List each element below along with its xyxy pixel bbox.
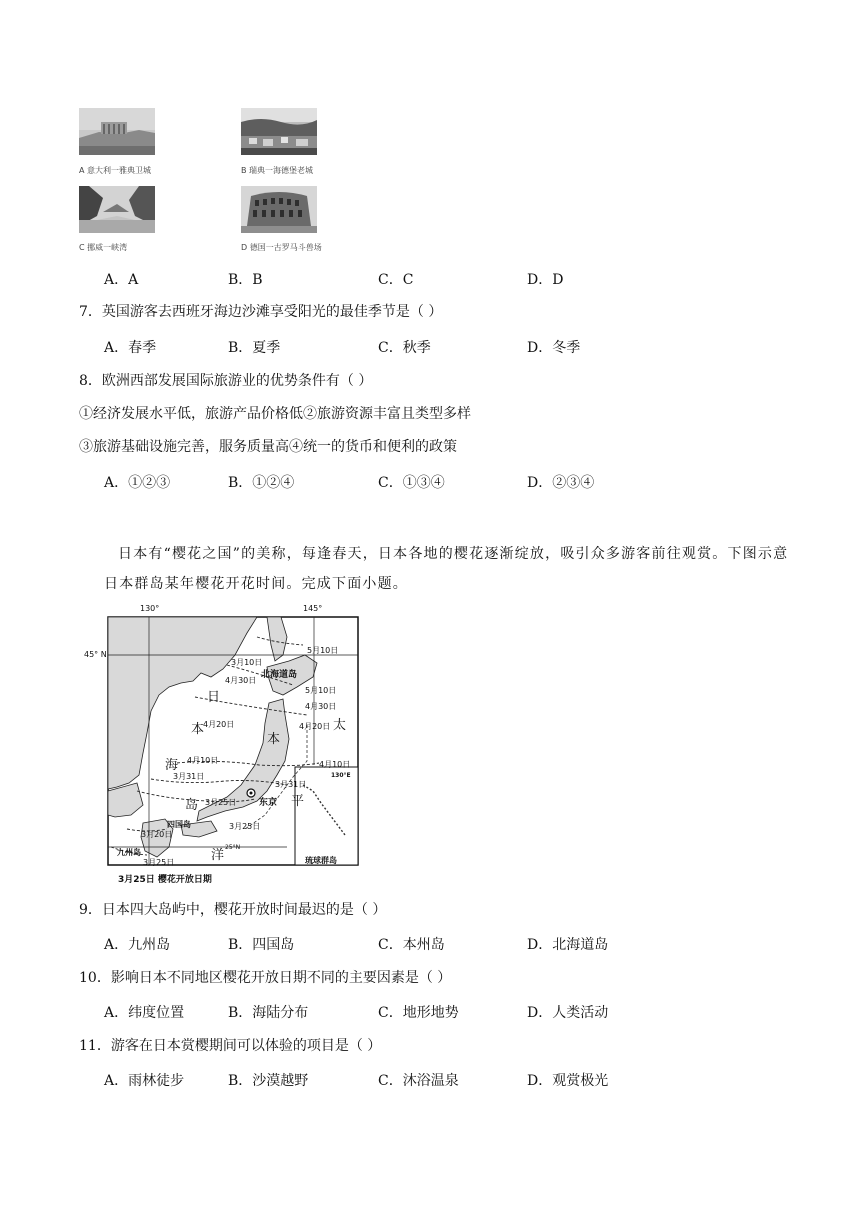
date-label-mar25-c: 3月25日 (143, 858, 175, 867)
q9-option-c[interactable]: C．本州岛 (378, 937, 445, 953)
q10-stem: 10．影响日本不同地区樱花开放日期不同的主要因素是（ ） (79, 970, 452, 986)
q9-option-b[interactable]: B．四国岛 (228, 937, 295, 953)
island-label-dao: 岛 (185, 798, 199, 813)
q10-option-a[interactable]: A．纬度位置 (104, 1005, 185, 1021)
hokkaido-label: 北海道岛 (261, 670, 298, 680)
date-label-may10-a: 5月10日 (307, 646, 339, 655)
inset-lon-label: 130°E (331, 772, 351, 779)
lat-label-45n: 45° N (84, 650, 107, 659)
japan-cherry-blossom-map (107, 615, 359, 870)
q8-statement-line-2: ③旅游基础设施完善，服务质量高④统一的货币和便利的政策 (79, 439, 457, 455)
date-label-mar25-b: 3月25日 (229, 822, 261, 831)
date-label-apr20-a: 4月20日 (203, 720, 235, 729)
date-label-mar20: 3月20日 (141, 830, 173, 839)
q8-option-c[interactable]: C．①③④ (378, 475, 445, 491)
sea-label-ri: 日 (207, 690, 221, 705)
q8-option-a[interactable]: A．①②③ (104, 475, 171, 491)
lon-label-130: 130° (140, 604, 160, 613)
q11-option-a[interactable]: A．雨林徒步 (104, 1073, 185, 1089)
fjord-photo (79, 186, 155, 233)
q7-option-a[interactable]: A．春季 (104, 340, 157, 356)
sea-label-hai: 海 (165, 758, 179, 773)
photo-caption-b: B 瑞典一海德堡老城 (241, 166, 314, 175)
q8-option-b[interactable]: B．①②④ (228, 475, 295, 491)
q7-option-b[interactable]: B．夏季 (228, 340, 281, 356)
tokyo-label: 东京 (259, 798, 278, 808)
ocean-label-ping: 平 (291, 794, 305, 809)
ocean-label-tai: 太 (333, 718, 347, 733)
photo-caption-c: C 挪威一峡湾 (79, 243, 128, 252)
q10-option-c[interactable]: C．地形地势 (378, 1005, 459, 1021)
sea-label-ben: 本 (191, 722, 205, 737)
q10-option-d[interactable]: D．人类活动 (527, 1005, 609, 1021)
honshu-label-ben: 本 (267, 732, 281, 747)
ryukyu-label: 琉球群岛 (305, 856, 337, 865)
map-legend: 3月25日 樱花开放日期 (118, 875, 212, 885)
date-label-apr10-a: 4月10日 (187, 756, 219, 765)
date-label-apr30-b: 4月30日 (305, 702, 337, 711)
q11-option-c[interactable]: C．沐浴温泉 (378, 1073, 459, 1089)
shikoku-label: 四国岛 (167, 820, 191, 829)
date-label-apr10-b: 4月10日 (319, 760, 351, 769)
photo-caption-a: A 意大利一雅典卫城 (79, 166, 152, 175)
kyushu-label: 九州岛 (117, 848, 141, 857)
reading-passage: 日本有“樱花之国”的美称，每逢春天，日本各地的樱花逐渐绽放，吸引众多游客前往观赏。下图示意日本群岛某年樱花开花时间。完成下面小题。 (104, 546, 789, 592)
lon-label-145: 145° (303, 604, 323, 613)
q11-option-d[interactable]: D．观赏极光 (527, 1073, 609, 1089)
date-label-apr30-a: 4月30日 (225, 676, 257, 685)
photo-caption-d: D 德国一古罗马斗兽场 (241, 243, 322, 252)
q7-option-c[interactable]: C．秋季 (378, 340, 431, 356)
q11-option-b[interactable]: B．沙漠越野 (228, 1073, 309, 1089)
colosseum-photo (241, 186, 317, 233)
lat-25-label: 25°N (225, 844, 241, 851)
date-label-may10-b: 5月10日 (305, 686, 337, 695)
q11-stem: 11．游客在日本赏樱期间可以体验的项目是（ ） (79, 1038, 382, 1054)
q7-option-d[interactable]: D．冬季 (527, 340, 581, 356)
date-label-mar31-b: 3月31日 (275, 780, 307, 789)
date-label-mar31-a: 3月31日 (173, 772, 205, 781)
q8-option-d[interactable]: D．②③④ (527, 475, 595, 491)
date-label-apr20-b: 4月20日 (299, 722, 331, 731)
q6-option-d[interactable]: D．D (527, 272, 564, 288)
q8-statement-line-1: ①经济发展水平低，旅游产品价格低②旅游资源丰富且类型多样 (79, 406, 471, 422)
q6-option-c[interactable]: C．C (378, 272, 414, 288)
heidelberg-photo (241, 108, 317, 155)
q7-stem: 7．英国游客去西班牙海边沙滩享受阳光的最佳季节是（ ） (79, 304, 443, 320)
q9-option-d[interactable]: D．北海道岛 (527, 937, 609, 953)
q8-stem: 8．欧洲西部发展国际旅游业的优势条件有（ ） (79, 373, 373, 389)
date-label-mar25-a: 3月25日 (205, 798, 237, 807)
q9-stem: 9．日本四大岛屿中，樱花开放时间最迟的是（ ） (79, 902, 387, 918)
q6-option-b[interactable]: B．B (228, 272, 263, 288)
q9-option-a[interactable]: A．九州岛 (104, 937, 171, 953)
acropolis-photo (79, 108, 155, 155)
q6-option-a[interactable]: A．A (104, 272, 139, 288)
q10-option-b[interactable]: B．海陆分布 (228, 1005, 309, 1021)
date-label-mar10: 3月10日 (231, 658, 263, 667)
ocean-label-yang: 洋 (211, 848, 225, 863)
